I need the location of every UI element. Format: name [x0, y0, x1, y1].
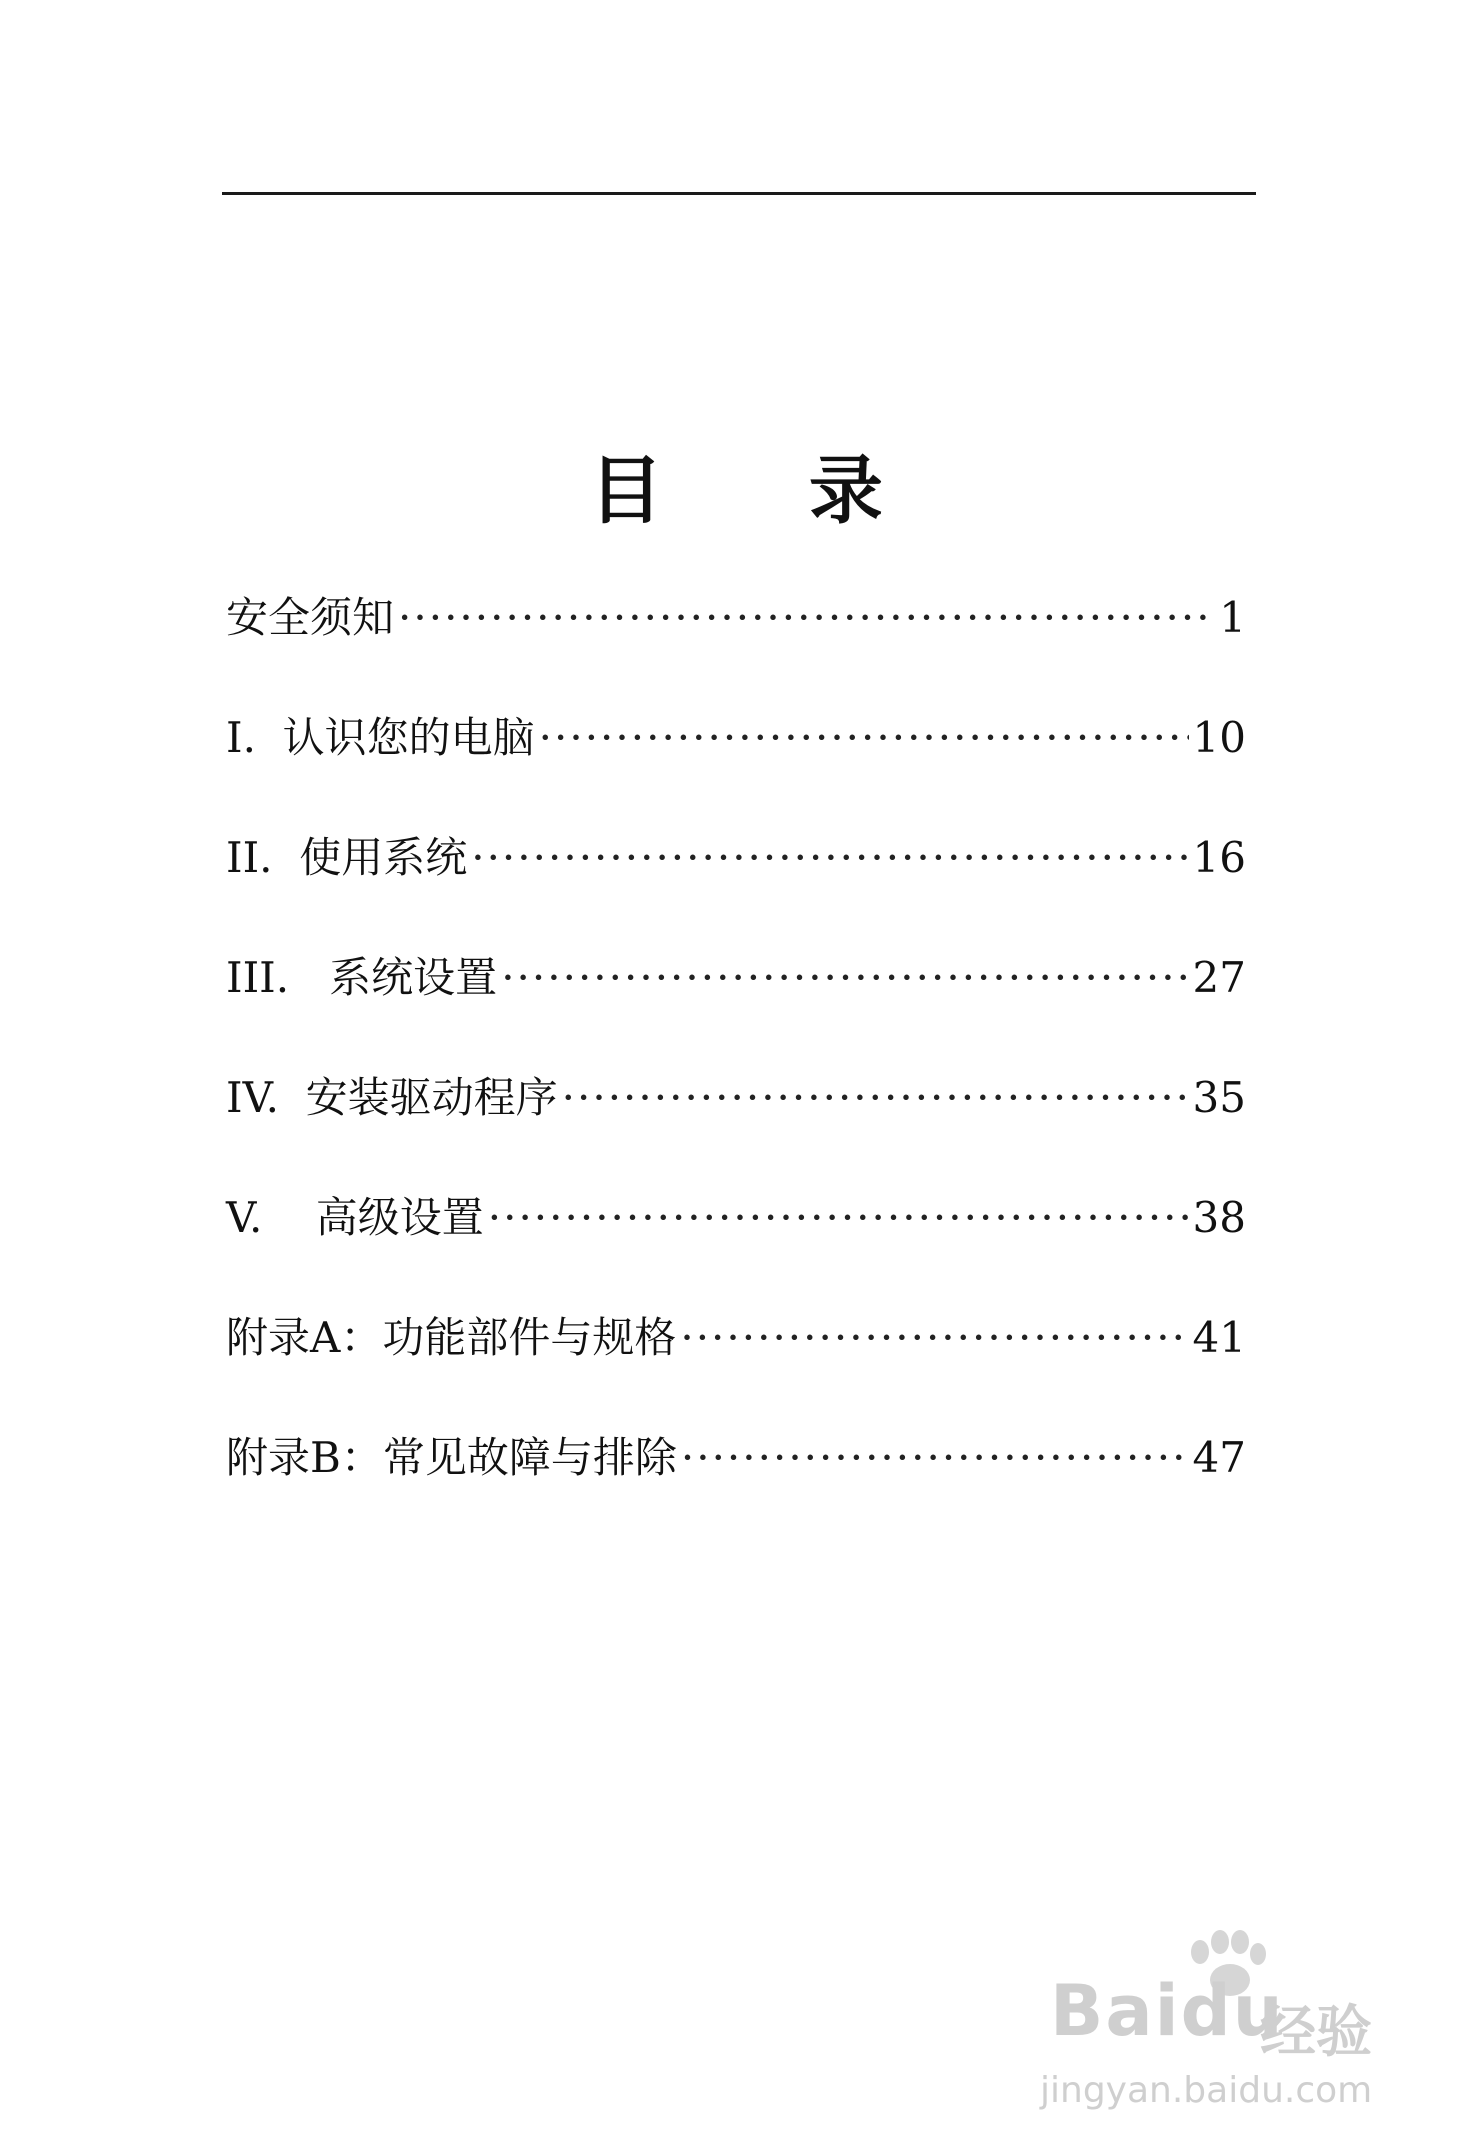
toc-entry[interactable]: [226, 828, 1246, 948]
baidu-jingyan-watermark: [1040, 1930, 1400, 2130]
toc-entry[interactable]: [226, 1428, 1246, 1548]
toc-dot-leader: [681, 1428, 1189, 1488]
toc-dot-leader: [471, 828, 1188, 888]
page-title: 目 录: [589, 448, 943, 534]
toc-entry-label: 安全须知: [226, 593, 395, 642]
watermark-brand: Baidu: [1050, 1970, 1285, 2052]
toc-entry-page: 35: [1192, 1073, 1246, 1122]
toc-entry-page: 1: [1219, 593, 1246, 642]
toc-entry-label: III. 系统设置: [226, 953, 498, 1002]
toc-entry[interactable]: [226, 588, 1246, 708]
toc-entry-page: 10: [1192, 713, 1246, 762]
toc-entry-page: 27: [1192, 953, 1246, 1002]
toc-entry-label: 附录B：常见故障与排除: [226, 1433, 677, 1482]
toc-entry-label: V. 高级设置: [226, 1193, 484, 1242]
toc-dot-leader: [488, 1188, 1189, 1248]
toc-entry[interactable]: [226, 948, 1246, 1068]
toc-entry[interactable]: [226, 708, 1246, 828]
toc-entry-page: 47: [1192, 1433, 1246, 1482]
toc-entry-page: 16: [1192, 833, 1246, 882]
toc-entry-label: 附录A：功能部件与规格: [226, 1313, 677, 1362]
header-rule: [222, 192, 1256, 195]
toc-entry[interactable]: [226, 1308, 1246, 1428]
table-of-contents: [226, 588, 1246, 1548]
toc-entry[interactable]: [226, 1188, 1246, 1308]
toc-dot-leader: [680, 1308, 1188, 1368]
watermark-cn: 经验: [1260, 2000, 1372, 2065]
toc-dot-leader: [562, 1068, 1189, 1128]
toc-dot-leader: [398, 588, 1215, 648]
toc-dot-leader: [539, 708, 1189, 768]
toc-dot-leader: [501, 948, 1188, 1008]
watermark-url: jingyan.baidu.com: [1040, 2070, 1373, 2111]
toc-entry-label: I. 认识您的电脑: [226, 713, 535, 762]
toc-entry-page: 38: [1192, 1193, 1246, 1242]
toc-entry-label: IV. 安装驱动程序: [226, 1073, 558, 1122]
toc-entry-label: II. 使用系统: [226, 833, 468, 882]
toc-entry-page: 41: [1192, 1313, 1246, 1362]
toc-entry[interactable]: [226, 1068, 1246, 1188]
